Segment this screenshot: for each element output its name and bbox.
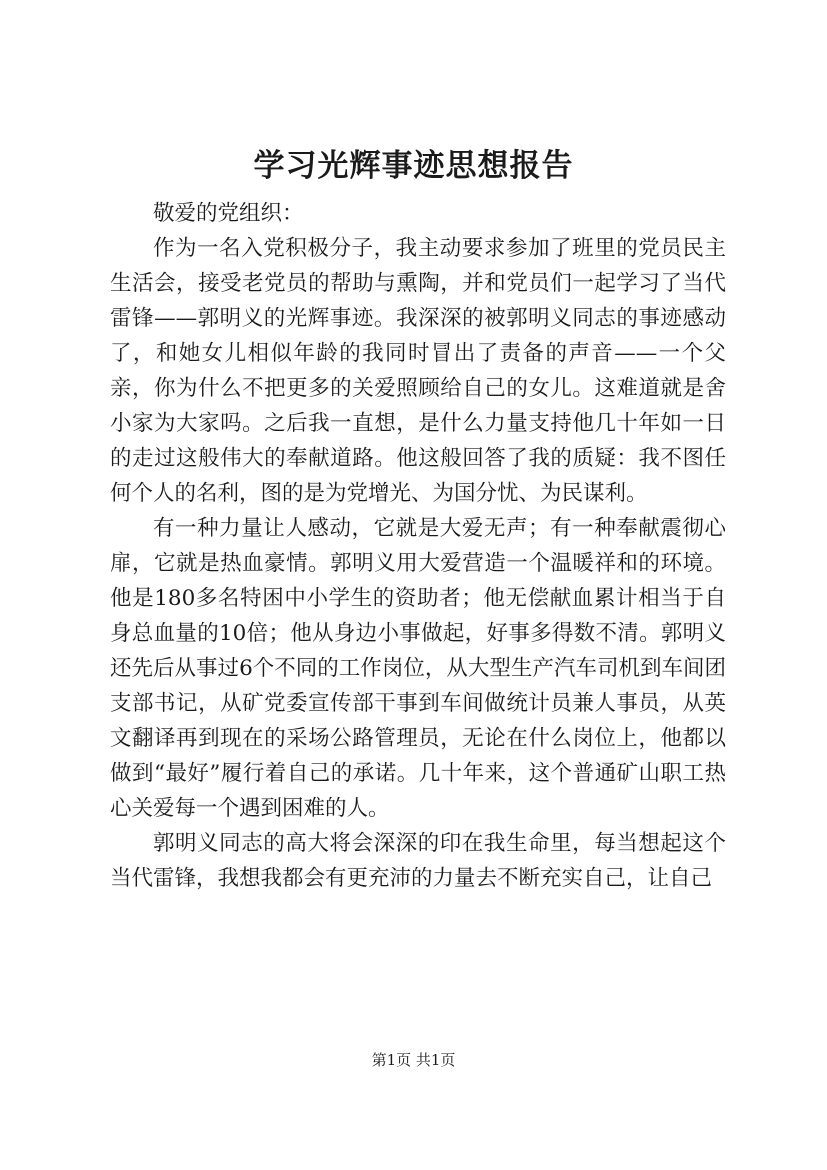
paragraph-1: 作为一名入党积极分子，我主动要求参加了班里的党员民主生活会，接受老党员的帮助与熏陶，并和党员们一起学习了当代雷锋——郭明义的光辉事迹。我深深的被郭明义同志的事迹感动了，和她女儿相似年龄的我同时冒出了责备的声音——一个父亲，你为什么不把更多的关爱照顾给自己的女儿。这难道就是舍小家为大家吗。之后我一直想，是什么力量支持他几十年如一日的走过这般伟大的奉献道路。他这般回答了我的质疑：我不图任何个人的名利，图的是为党增光、为国分忧、为民谋利。 xyxy=(110,236,726,506)
paragraph-2: 有一种力量让人感动，它就是大爱无声；有一种奉献震彻心扉，它就是热血豪情。郭明义用大爱营造一个温暖祥和的环境。他是180多名特困中小学生的资助者；他无偿献血累计相当于自身总血量的10倍；他从身边小事做起，好事多得数不清。郭明义还先后从事过6个不同的工作岗位，从大型生产汽车司机到车间团支部书记，从矿党委宣传部干事到车间做统计员兼人事员，从英文翻译再到现在的采场公路管理员，无论在什么岗位上，他都以做到“最好”履行着自己的承诺。几十年来，这个普通矿山职工热心关爱每一个遇到困难的人。 xyxy=(110,516,726,821)
document-body xyxy=(110,196,726,896)
paragraph-3: 郭明义同志的高大将会深深的印在我生命里，每当想起这个当代雷锋，我想我都会有更充沛的力量去不断充实自己，让自己 xyxy=(110,831,726,891)
document-title: 学习光辉事迹思想报告 xyxy=(253,148,574,184)
salutation: 敬爱的党组织： xyxy=(153,201,304,226)
page-footer: 第1页 共1页 xyxy=(371,1051,456,1069)
